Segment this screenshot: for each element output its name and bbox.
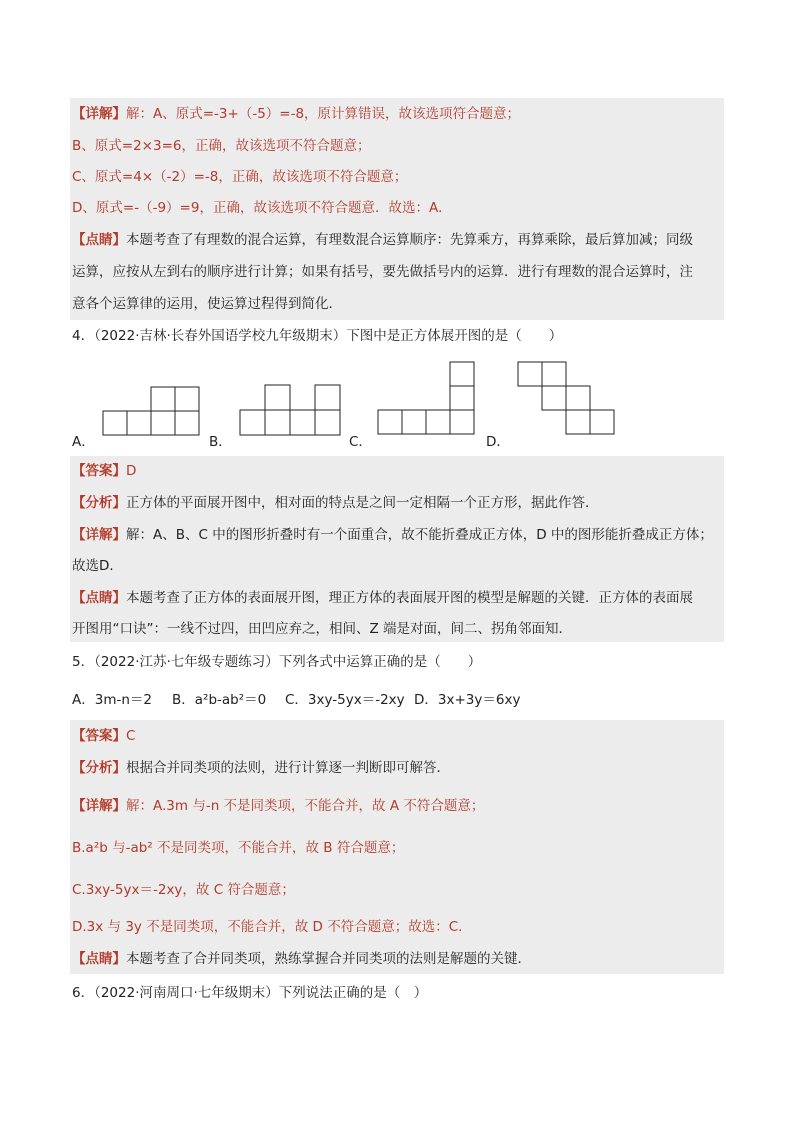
- comment-tag: 【点睛】: [72, 232, 126, 248]
- q4-comment-line: 开图用“口诀”：一线不过四，田凹应弃之，相间、Z 端是对面，间二、拐角邻面知．: [72, 621, 573, 637]
- q4-analysis-line: 【分析】正方体的平面展开图中，相对面的特点是之间一定相隔一个正方形，据此作答．: [72, 495, 599, 511]
- q4-detail-line: 故选D．: [72, 558, 123, 574]
- q5-detail-line: 【详解】解：A.3m 与-n 不是同类项，不能合并，故 A 不符合题意；: [72, 798, 485, 814]
- q4-option-c-net: [378, 362, 478, 438]
- q3-detail-line: B、原式=2×3=6，正确，故该选项不符合题意；: [72, 138, 371, 154]
- q5-stem: 5．（2022·江苏·七年级专题练习）下列各式中运算正确的是（ ）: [72, 654, 482, 670]
- q3-comment-line: 【点睛】本题考查了有理数的混合运算，有理数混合运算顺序：先算乘方，再算乘除，最后算加减；同级: [72, 232, 693, 248]
- q3-comment-line: 运算，应按从左到右的顺序进行计算；如果有括号，要先做括号内的运算．进行有理数的混合运算时，注: [72, 264, 693, 280]
- q5-detail-line: C.3xy-5yx＝-2xy，故 C 符合题意；: [72, 882, 295, 898]
- q5-detail-line: D.3x 与 3y 不是同类项，不能合并，故 D 不符合题意；故选：C．: [72, 919, 472, 935]
- q3-detail-line: C、原式=4×（-2）=-8，正确，故该选项不符合题意；: [72, 169, 408, 185]
- q5-option-c: C．3xy-5yx＝-2xy: [285, 692, 405, 708]
- analysis-tag: 【分析】: [72, 760, 126, 776]
- q5-option-a: A．3m-n＝2: [72, 692, 152, 708]
- q4-option-b-label: B．: [209, 434, 232, 450]
- q5-analysis-line: 【分析】根据合并同类项的法则，进行计算逐一判断即可解答．: [72, 760, 450, 776]
- q4-answer-line: 【答案】D: [72, 463, 137, 479]
- q5-option-b: B．a²b-ab²＝0: [172, 692, 267, 708]
- q4-option-c-label: C．: [349, 434, 372, 450]
- q3-detail-line: D、原式=-（-9）=9，正确，故该选项不符合题意．故选：A．: [72, 200, 452, 216]
- q4-option-d-label: D．: [486, 434, 510, 450]
- comment-tag: 【点睛】: [72, 951, 126, 967]
- q5-answer-line: 【答案】C: [72, 728, 136, 744]
- detail-tag: 【详解】: [72, 106, 126, 122]
- q6-stem: 6．（2022·河南周口·七年级期末）下列说法正确的是（ ）: [72, 985, 428, 1001]
- q4-option-a-net: [103, 387, 203, 437]
- q5-detail-line: B.a²b 与-ab² 不是同类项，不能合并，故 B 符合题意；: [72, 840, 405, 856]
- comment-tag: 【点睛】: [72, 590, 126, 606]
- q4-option-d-net: [518, 362, 618, 438]
- detail-tag: 【详解】: [72, 527, 126, 543]
- q4-stem: 4．（2022·吉林·长春外国语学校九年级期末）下图中是正方体展开图的是（ ）: [72, 328, 563, 344]
- q4-comment-line: 【点睛】本题考查了正方体的表面展开图，理正方体的表面展开图的模型是解题的关键．正方体的表面展: [72, 590, 693, 606]
- q5-option-d: D．3x+3y＝6xy: [414, 692, 521, 708]
- q3-comment-line: 意各个运算律的运用，使运算过程得到简化．: [72, 296, 342, 312]
- q4-option-a-label: A．: [72, 434, 95, 450]
- answer-tag: 【答案】: [72, 463, 126, 479]
- q4-solution-block: [70, 456, 724, 642]
- answer-tag: 【答案】: [72, 728, 126, 744]
- q4-option-b-net: [240, 385, 344, 437]
- q4-detail-line: 【详解】解：A、B、C 中的图形折叠时有一个面重合，故不能折叠成正方体，D 中的图形能折叠成正方体；: [72, 527, 713, 543]
- analysis-tag: 【分析】: [72, 495, 126, 511]
- q5-comment-line: 【点睛】本题考查了合并同类项，熟练掌握合并同类项的法则是解题的关键．: [72, 951, 531, 967]
- q3-detail-line: 【详解】解：A、原式=-3+（-5）=-8，原计算错误，故该选项符合题意；: [72, 106, 521, 122]
- detail-tag: 【详解】: [72, 798, 126, 814]
